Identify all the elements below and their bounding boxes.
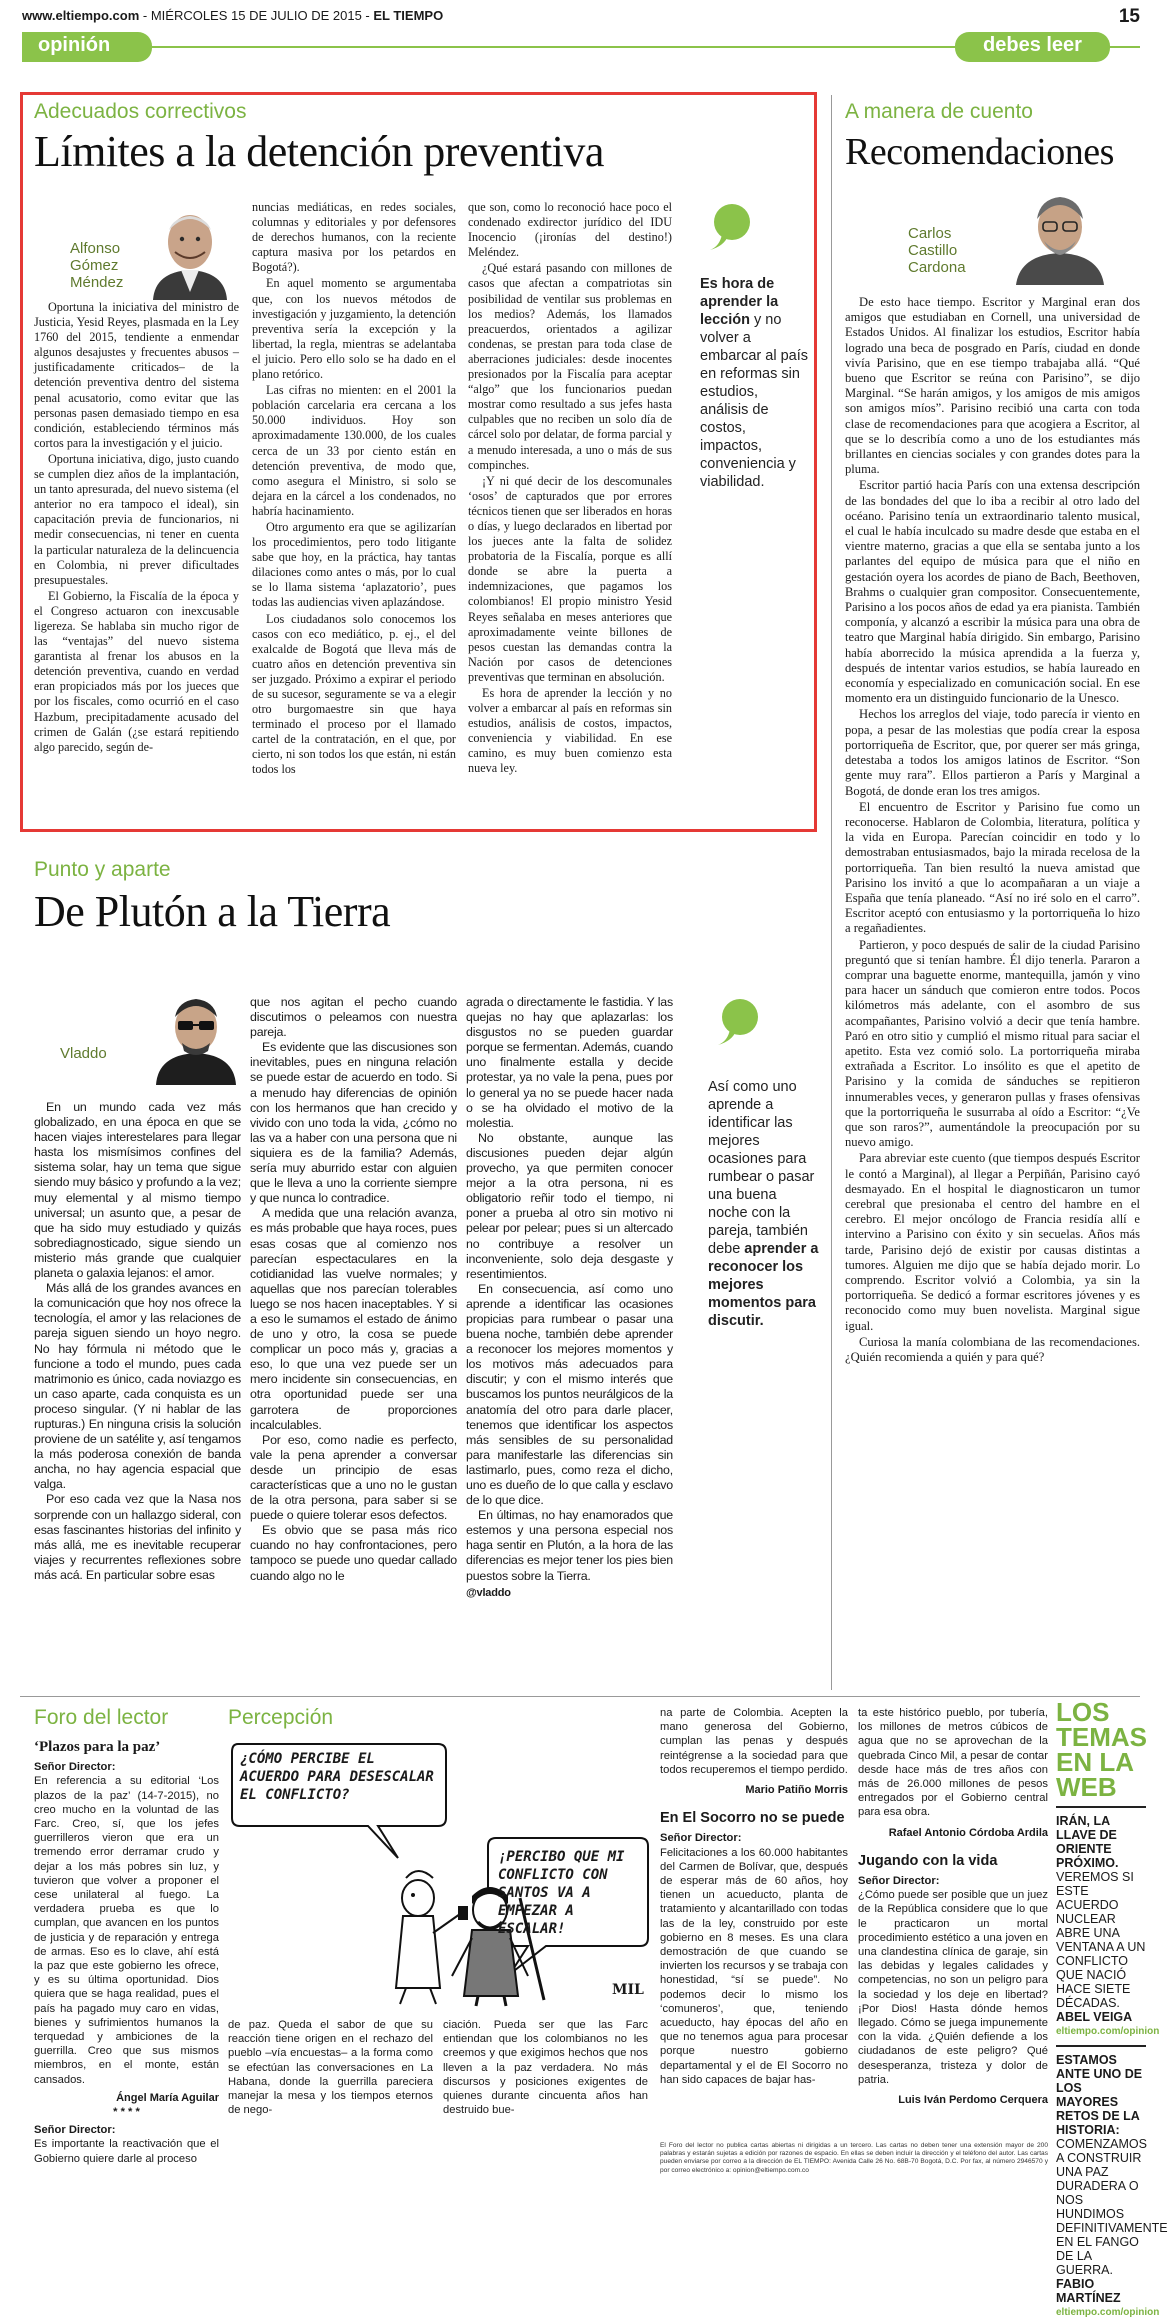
lead-col1-p1: Oportuna la iniciativa del ministro de Justicia, Yesid Reyes, plasmada en la Ley 1760 del 2015, tendiente a enmendar algunos desajustes y frecuentes abusos –justificadamente criticados– de la detención preventiva dentro del sistema penal acusatorio, como evitar que las personas pasen demasiado tiempo en esa condición, estableciendo términos más cortos para la investigación y el juicio. <box>34 300 239 450</box>
right-p1: De esto hace tiempo. Escritor y Marginal eran dos amigos que estudiaban en Cornell, una universidad de Estados Unidos. Al finalizar los estudios, Escritor había logrado una beca de posgrado en París, ciudad en donde vivía Parisino, que en ese tiempo trabajaba allá. “Qué bueno que Escritor se reúna con Parisino”, se dijo Marginal. “Se harán amigos, y los amigos de mis amigos son amigos míos”. Parisino recibió una carta con toda clase de recomendaciones para que acogiera a Escritor, al que se lo describía como a uno de los estudiantes más brillantes en ciencias sociales y con grandes dotes para la pluma. <box>845 295 1140 477</box>
lead-col2-p2: En aquel momento se argumentaba que, con los nuevos métodos de investigación y juzgamiento, la detención preventiva sería la excepción y la libertad, la regla, mientras se adelantaba el juicio. Pero ello solo se ha dado en el plano retórico. <box>252 276 456 382</box>
web-item1-text: VEREMOS SI ESTE ACUERDO NUCLEAR ABRE UNA VENTANA A UN CONFLICTO QUE NACIÓ HACE SIETE DÉCADAS. <box>1056 1870 1146 2010</box>
second-author-photo <box>150 985 242 1085</box>
web-title <box>1056 1697 1147 1802</box>
right-top-sig: Rafael Antonio Córdoba Ardila <box>888 1826 1048 1839</box>
lead-pull-rest: y no volver a embarcar al país en reformas sin estudios, análisis de costos, impactos, conveniencia y viabilidad. <box>700 312 808 490</box>
right-p5: Partieron, y poco después de salir de la ciudad Parisino preguntó que si tenían hambre. Él dijo tenerla. Pararon a comprar una baguette enorme, mantequilla, jamón y vino para hacer un sánduch que comieron entre todos. Pocos kilómetros más adelante, con el asombro de sus acompañantes, Parisino volvió a decir que tenía hambre. Paró en otro sitio y cumplió el mismo ritual para saciar el apetito. Esta vez comió solo. La portorriqueña miraba extrañada a Escritor. Lo insólito es que el apetito de Parisino y la comida de sánduches se repitieron innumerables veces, y generaron pullas y frases ofensivas que la portorriqueña le susurraba al oído a Escritor: “¿Ve que son raros?”, aumentándole la preocupación por su nuevo amigo. <box>845 937 1140 1150</box>
mid-letter-body: Felicitaciones a los 60.000 habitantes del Carmen de Bolívar, que, después de esperar más de 60 años, hoy tienen un acueducto, planta de tratamiento y alcantarillado con todas las de la ley, construido por este gobierno en 8 meses. Es una clara demostración de que cuando se invierten los recursos y se trabaja con honestidad, “sí se puede”. No podemos decir lo mismo los ‘comuneros’, que, teniendo acueducto, hay épocas del año en que no tenemos agua para procesar porque nuestro gobierno departamental y el de El Socorro no han sido capaces de bajar has- <box>660 1846 848 2086</box>
lead-col3-p4: Es hora de aprender la lección y no volver a embarcar al país en reformas sin estudios, análisis de costos, impactos, conveniencia y viabilidad. En ese camino, es muy buen comienzo esta nueva ley. <box>468 686 672 776</box>
lead-quote-icon <box>704 200 756 257</box>
foro-letter2-salute: Señor Director: <box>34 2124 116 2137</box>
foro-letter1-body: En referencia a su editorial ‘Los plazos de la paz’ (14-7-2015), no creo mucho en la voluntad de las Farc. Creo, sí, que los jefes guerrilleros vieron que era un tremendo error derramar crudo y dejar a los más pobres sin luz, y tuvieron que volver a proponer el cese unilateral al fuego. La verdadera prueba es que lo cumplan, que avancen en los puntos de justicia y de reparación y entrega de armas. Eso es lo clave, ahí está la paz que este gobierno les ofrece, y es su última oportunidad. Dios quiera que se haga realidad, pues el país ha pagado muy caro en vidas, bienes y sufrimientos humanos la terquedad y ambiciones de la guerrilla. Creo que sus mismos miembros, en el monte, están cansados. <box>34 1775 219 2086</box>
web-title-4: WEB <box>1056 1772 1117 1802</box>
page-number: 15 <box>1118 6 1140 27</box>
lead-author-first: Alfonso <box>70 240 121 257</box>
right-author-last: Cardona <box>908 259 966 276</box>
foro-title: Foro del lector <box>34 1706 169 1729</box>
section-tag-debes-leer <box>955 32 1110 62</box>
mid-letter-title: En El Socorro no se puede <box>660 1810 845 1827</box>
foro-letter1-title: ‘Plazos para la paz’ <box>34 1739 161 1755</box>
lead-col1-p2: Oportuna iniciativa, digo, justo cuando se cumplen diez años de la implantación, un tanto apresurada, del nuevo sistema (el anterior no era tampoco el ideal), sin capacitación previa de funcionarios, ni medir consecuencias, ni tener en cuenta la particular naturaleza de la delincuencia en Colombia, ni prever dificultades presupuestales. <box>34 451 239 587</box>
mid-top-body: na parte de Colombia. Acepten la mano generosa del Gobierno, cumplan las penas y después reintégrense a la sociedad para que todos recuperemos el tiempo perdido. <box>660 1707 848 1776</box>
debes-leer-label: debes leer <box>983 34 1082 56</box>
cartoon-signature: MIL <box>612 1982 644 1998</box>
right-p6: Para abreviar este cuento (que tiempos después Escritor le contó a Marginal), al llegar a Perpiñán, Parisino cayó desmayado. En el hospital le diagnosticaron un tumor cerebral que presionaba el centro del hambre en el cerebro. El mejor oncólogo de Francia residía allí e intervino a Parisino con éxito y sin secuelas. Años más tarde, Parisino dejó de existir por causas distintas a tumores. Alguien me dijo que se había dejado morir. Lo comprendo. Escritor volvió a Colombia, ya sin la portorriqueña. Se dedicó a formar escritores jóvenes y es reconocido como muy buen novelista. Marginal sigue igual. <box>845 1151 1140 1333</box>
letters-mid <box>660 1706 848 2087</box>
right-author-mid: Castillo <box>908 242 958 259</box>
right-top-body: ta este histórico pueblo, por tubería, los millones de metros cúbicos de agua que no se aprovechan de la quebrada Cinco Mil, a pesar de contar desde hace más de tres años con más de 26.000 millones de pesos entregados por el Gobierno central para esa obra. <box>858 1707 1048 1819</box>
paper-name: EL TIEMPO <box>373 8 444 23</box>
lead-headline: Límites a la detención preventiva <box>34 127 604 176</box>
lead-author-mid: Gómez <box>70 257 119 274</box>
second-signature[interactable]: @vladdo <box>466 1586 511 1599</box>
web-title-2: TEMAS <box>1056 1722 1147 1752</box>
lead-author-last: Méndez <box>70 274 124 291</box>
second-col3-p3: En consecuencia, así como uno aprende a identificar las ocasiones propicias para rumbear o pasar una buena noche, también debe aprender a reconocer los mejores momentos y los motivos más adecuados para discutir; y con el mismo interés que buscamos los puntos neurálgicos de la anatomía del otro para darle placer, tenemos que identificar los aspectos más sensibles de su personalidad para manifestarle las diferencias sin lastimarlo, pues, como reza el dicho, uno es dueño de lo que calla y esclavo de lo que dice. <box>466 1281 673 1508</box>
right-p3: Hechos los arreglos del viaje, todo parecía ir viento en popa, a pesar de las molestias que podía crear la esposa portorriqueña de Escritor, que, por querer ser más gringa, detestaba a todos los amigos latinos de Escritor. “Son gente muy rara”. Ellos partieron a París y Marginal a Bogotá, de donde eran los tres amigos. <box>845 707 1140 798</box>
second-pull-quote <box>708 1078 820 1330</box>
right-author-first: Carlos <box>908 225 952 242</box>
lead-col2-p3: Las cifras no mienten: en el 2001 la población carcelaria era cercana a los 50.000 individuos. Hoy son aproximadamente 130.000, de los cuales cerca de un 33 por ciento están en detención preventiva, de modo que, como asegura el Ministro, si solo se dejara en la cárcel a los condenados, no habría hacinamiento. <box>252 383 456 518</box>
web-item2-author: FABIO MARTÍNEZ <box>1056 2277 1121 2305</box>
second-col1-p3: Por eso cada vez que la Nasa nos sorprende con un hallazgo sideral, con esas fascinantes historias del infinito y más allá, me es inevitable recuperar viajes y recurrentes reflexiones sobre más acá. En particular sobre esas <box>34 1492 241 1582</box>
right-letter-salute: Señor Director: <box>858 1875 940 1888</box>
section-tag-opinion <box>22 32 152 62</box>
lead-kicker: Adecuados correctivos <box>34 100 247 123</box>
right-body <box>845 295 1140 1366</box>
lead-col1-p3: El Gobierno, la Fiscalía de la época y el Congreso actuaron con inexcusable ligereza. Se hablaba sin mucho rigor de las “ventajas” del nuevo sistema garantista al frenar los abusos en la detención preventiva, cuando en verdad eran propiciados más por los jueces que por los fiscales, como ocurrió en el caso Hazbum, precipitadamente acusado del crimen de Galán (¿se estará repitiendo algo parecido, según de- <box>34 588 239 754</box>
second-col2-p3: A medida que una relación avanza, es más probable que haya roces, pues esas cosas que al comienzo nos parecían espectaculares en la cotidianidad las vuelve normales; y aquellas que nos parecían tolerables luego se nos hacen inaceptables. Y si a eso le sumamos el estado de ánimo de uno y otro, la cosa se puede complicar un poco más y, gracias a eso, lo que una vez puede ser un mero incidente sin consecuencias, en otra oportunidad puede ser una garrotera de proporciones incalculables. <box>250 1206 457 1432</box>
foro-letter1-sig: Ángel María Aguilar <box>116 2091 219 2104</box>
second-col-1 <box>34 1100 241 1583</box>
second-col-3 <box>466 995 673 1601</box>
second-col-2 <box>250 995 457 1584</box>
second-col2-p1: que nos agitan el pecho cuando discutimos o peleamos con nuestra pareja. <box>250 995 457 1040</box>
web-rule-1 <box>1056 1806 1146 1808</box>
right-kicker: A manera de cuento <box>845 100 1033 123</box>
percepcion-text-left: de paz. Queda el sabor de que su reacción tiene origen en el rechazo del pueblo –vía encuestas– a la forma como se efectúan las conversaciones en La Habana, donde la guerrilla pareciera manejar la mesa y los tiempos eternos de nego- <box>228 2019 433 2117</box>
web-box <box>1056 1697 1168 2318</box>
web-link-1[interactable]: eltiempo.com/opinion <box>1056 2026 1160 2037</box>
lead-col3-p2: ¿Qué estará pasando con millones de casos que afectan a compatriotas sin posibilidad de ventilar sus problemas en los medios? Además, los llamados preacuerdos, orientados a agilizar condenas, se prestan para toda clase de aberraciones judiciales: desde inocentes presionados por la Fiscalía para aceptar “algo” que los funcionarios puedan mostrar como resultado a sus jefes hasta culpables que no reciben un solo día de cárcel solo por delatar, de forma parcial y a menudo interesada, a uno o más de sus compinches. <box>468 261 672 472</box>
lead-col3-p1: que son, como lo reconoció hace poco el condenado exdirector jurídico del IDU Inocencio (¡ironías del destino!) Meléndez. <box>468 200 672 260</box>
second-col2-p5: Es obvio que se pasa más rico cuando no hay confrontaciones, pero tampoco se puede uno quedar callado cuando algo no le <box>250 1523 457 1583</box>
right-letter-body: ¿Cómo puede ser posible que un juez de la República considere que lo que le practicaron un mortal procedimiento estético a una joven en una clandestina clínica de garaje, sin las debidas y legales calidades y competencias, no son un peligro para la sociedad y los deje en libertad? ¡Por Dios! Hasta dónde hemos llegado. Cómo se juega impunemente con la vida. ¿Quién defiende a los ciudadanos de este peligro? Qué desesperanza, tristeza y dolor de patria. <box>858 1889 1048 2086</box>
web-item-1[interactable] <box>1056 1814 1146 2024</box>
second-col1-p2: Más allá de los grandes avances en la comunicación que hoy nos ofrece la tecnología, el amor y las relaciones de pareja siguen siendo un hoyo negro. No hay fórmula ni método que le funcione a todo el mundo, pues cada matrimonio es único, cada noviazgo es un caso aparte, cada conquista es un proceso singular. (Y ni hablar de las rupturas.) En ninguna crisis la solución proviene de un satélite y, así tengamos la más poderosa conexión de banda ancha, no hay agencia espacial que valga. <box>34 1281 241 1492</box>
section-label: opinión <box>38 34 111 56</box>
foro-column <box>34 1740 219 2166</box>
second-col3-p1: agrada o directamente le fastidia. Y las quejas no hay que aplazarlas: los disgustos no se pueden guardar porque se fermentan. Además, cuando uno finalmente estalla y decide protestar, ya no vale la pena, pues por lo general ya no se puede hacer nada o se ha olvidado el motivo de la molestia. <box>466 995 673 1130</box>
second-quote-icon <box>712 995 764 1052</box>
right-p2: Escritor partió hacia París con una extensa descripción de las bondades del que lo iba a recibir al otro lado del océano. Parisino tenía un extraordinario talento musical, el cual le había inculcado su madre desde que estaba en el vientre materno, gracias a que ella se sentaba junto a los parlantes del equipo de música para que el niño en gestación oyera los acordes de piano de Bach, Beethoven, Brahms o cualquier gran compositor. Consecuentemente, Parisino a los pocos años de edad ya era pianista. También componía, y alcanzó a escribir la música para una obra de teatro que Marginal había dirigido. Sin embargo, Parisino había aborrecido la música aprendida a la fuerza y, después de intentar varios estudios, se había laureado en economía y especializado en comunicación social. En ese momento era un distinguido funcionario de la Unesco. <box>845 478 1140 706</box>
masthead-sep-2: - <box>361 8 374 23</box>
masthead <box>22 8 1140 30</box>
web-item2-bold: ESTAMOS ANTE UNO DE LOS MAYORES RETOS DE LA HISTORIA: <box>1056 2053 1143 2137</box>
letters-right <box>858 1706 1048 2107</box>
foro-footnote: El Foro del lector no publica cartas abiertas ni dirigidas a un tercero. Las cartas no deben tener una extensión mayor de 200 palabras y estarán sujetas a edición por razones de espacio. En ellas se deben incluir la dirección y el teléfono del autor. Las cartas pueden enviarse por correo a la dirección de EL TIEMPO: Avenida Calle 26 No. 68B-70 Bogotá, D.C. Por fax, al número 2946570 y por correo electrónico a: opinion@eltiempo.com.co <box>660 2142 1048 2174</box>
masthead-sep: - <box>139 8 151 23</box>
mid-top-sig: Mario Patiño Morris <box>745 1784 848 1797</box>
right-p7: Curiosa la manía colombiana de las recomendaciones. ¿Quién recomienda a quién y para qué? <box>845 1334 1140 1365</box>
right-author-photo <box>1010 185 1110 285</box>
percepcion-title: Percepción <box>228 1706 334 1729</box>
right-headline: Recomendaciones <box>845 131 1114 173</box>
second-kicker: Punto y aparte <box>34 858 171 881</box>
cartoon-bubble-1: ¿CÓMO PERCIBE EL ACUERDO PARA DESESCALAR EL CONFLICTO? <box>240 1751 434 1803</box>
foro-stars: * * * * <box>113 2106 140 2119</box>
web-item1-bold: IRÁN, LA LLAVE DE ORIENTE PRÓXIMO. <box>1056 1814 1119 1870</box>
site-url[interactable]: www.eltiempo.com <box>22 8 140 23</box>
lead-pull-quote <box>700 275 810 491</box>
lead-col3-p3: ¡Y ni qué decir de los descomunales ‘osos’ de capturados que por errores técnicos tienen que ser liberados en horas o días, y luego declarados en libertad por los jueces ante la falta de solidez probatoria de la Fiscalía, porque es allí donde se abre la puerta a indemnizaciones, que pagamos los colombianos! El propio ministro Yesid Reyes señalaba en meses anteriores que aproximadamente veinte billones de pesos cuestan las demandas contra la Nación por casos de detenciones preventivas que terminan en absolución. <box>468 473 672 684</box>
second-col3-p2: No obstante, aunque las discusiones pueden dejar algún provecho, ya que permiten conocer mejor a la otra persona, ni es obligatorio reñir todo el tiempo, ni poner a prueba al otro sin motivo ni pelear por pelear; pues si un altercado no contribuye a resolver un inconveniente, solo deja desgaste y resentimientos. <box>466 1130 673 1281</box>
lead-col2-p4: Otro argumento era que se agilizarían los procedimientos, pero todo litigante sabe que hoy, en la práctica, hay tantas dilaciones como antes o más, por lo cual se lo llama sistema ‘aplazatorio’, pues todas las audiencias viven aplazándose. <box>252 519 456 610</box>
second-headline: De Plutón a la Tierra <box>34 887 391 936</box>
web-title-3: EN LA <box>1056 1747 1134 1777</box>
second-col3-p4: En últimas, no hay enamorados que estemos y una persona especial nos haga sentir en Plutón, a la hora de las diferencias es mejor tener los pies bien puestos sobre la Tierra. <box>466 1508 673 1583</box>
percepcion-text-right: ciación. Pueda ser que las Farc entiendan que los colombianos no les creemos y que exigimos hechos que nos lleven a la paz verdadera. No más discursos y posiciones exigentes de quienes durante cincuenta años han destruido bue- <box>443 2019 648 2117</box>
second-col2-p2: Es evidente que las discusiones son inevitables, pues en ninguna relación se puede estar de acuerdo en todo. Si a menudo hay diferencias de opinión con los hermanos que han crecido y vivido con uno toda la vida, ¿cómo no las va a haber con una persona que ni siquiera es de la familia? Además, sería muy aburrido estar con alguien que le lleva a uno la corriente siempre y que nunca lo contradice. <box>250 1040 457 1206</box>
right-letter-title: Jugando con la vida <box>858 1852 998 1869</box>
web-link-2[interactable]: eltiempo.com/opinion <box>1056 2307 1160 2318</box>
mid-letter-salute: Señor Director: <box>660 1832 742 1845</box>
right-letter-sig: Luis Iván Perdomo Cerquera <box>898 2094 1048 2107</box>
second-pull-bold: aprender a reconocer los mejores momentos para discutir. <box>708 1241 819 1329</box>
lead-author <box>70 240 150 291</box>
second-col1-p1: En un mundo cada vez más globalizado, en una época en que se hacen viajes interestelares para llegar hasta los mismísimos confines del sistema solar, hay un tema que sigue siendo muy básico y profundo a la vez; muy elemental y al mismo tiempo universal; un asunto que, a pesar de que ha sido muy estudiado y quizás sobrediagnosticado, sigue siendo un misterio más grande que cualquier planeta o galaxia lejanos: el amor. <box>34 1100 241 1281</box>
masthead-date: MIÉRCOLES 15 DE JULIO DE 2015 <box>150 8 362 23</box>
lead-col-3 <box>468 200 672 778</box>
bottom-rule <box>20 1696 1140 1697</box>
web-item-2[interactable] <box>1056 2053 1168 2305</box>
second-author: Vladdo <box>60 1045 107 1062</box>
section-bar <box>22 32 1140 62</box>
right-author <box>908 225 988 276</box>
lead-pull-bold: Es hora de aprender la lección <box>700 276 779 328</box>
right-p4: El encuentro de Escritor y Parisino fue como un reconocerse. Hablaron de Colombia, literatura, política y la vida en Europa. Parecían coincidir en todo y lo demostraban entusiasmados, bajo la mirada recelosa de la portorriqueña. Tan bien resultó la nueva amistad que Parisino los invitó a que lo acompañaran a un viaje a España que tenía planeado. “Así no iré solo en el carro”. Escritor aceptó con entusiasmo y la portorriqueña lo hizo a regañadientes. <box>845 799 1140 936</box>
web-item2-text: COMENZAMOS A CONSTRUIR UNA PAZ DURADERA O NOS HUNDIMOS DEFINITIVAMENTE EN EL FANGO DE LA GUERRA. <box>1056 2137 1168 2277</box>
lead-author-photo <box>145 200 235 300</box>
lead-col2-p1: nuncias mediáticas, en redes sociales, columnas y editoriales y por defensores de derechos humanos, con la reciente captura masiva por los petardos en Bogotá?). <box>252 200 456 275</box>
lead-col2-p5: Los ciudadanos solo conocemos los casos con eco mediático, p. ej., el del exalcalde de Bogotá que lleva más de cuatro años en detención preventiva sin ser juzgado. Próximo a expirar el periodo de su sucesor, seguramente se va a elegir otro burgomaestre sin que haya terminado el proceso por el llamado cartel de la contratación, en el que, por cierto, ni son todos los que están, ni están todos los <box>252 611 456 777</box>
second-pull-rest: Así como uno aprende a identificar las mejores ocasiones para rumbear o pasar una buena noche con la pareja, también debe <box>708 1079 815 1257</box>
foro-letter1-salute: Señor Director: <box>34 1761 116 1774</box>
web-rule-2 <box>1056 2045 1146 2047</box>
lead-col-1 <box>34 300 239 756</box>
cartoon-bubble-2: ¡PERCIBO QUE MI CONFLICTO CON SANTOS VA A EMPEZAR A ESCALAR! <box>498 1849 625 1937</box>
right-column-divider <box>831 95 832 1690</box>
web-item1-author: ABEL VEIGA <box>1056 2010 1133 2024</box>
lead-col-2 <box>252 200 456 779</box>
web-title-1: LOS <box>1056 1697 1110 1727</box>
second-col2-p4: Por eso, como nadie es perfecto, vale la pena aprender a conversar desde un principio de esas características que a uno no le gustan de la otra persona, para saber si se puede o quiere tolerar esos defectos. <box>250 1432 457 1523</box>
foro-letter2-body: Es importante la reactivación que el Gobierno quiere darle al proceso <box>34 2138 219 2165</box>
